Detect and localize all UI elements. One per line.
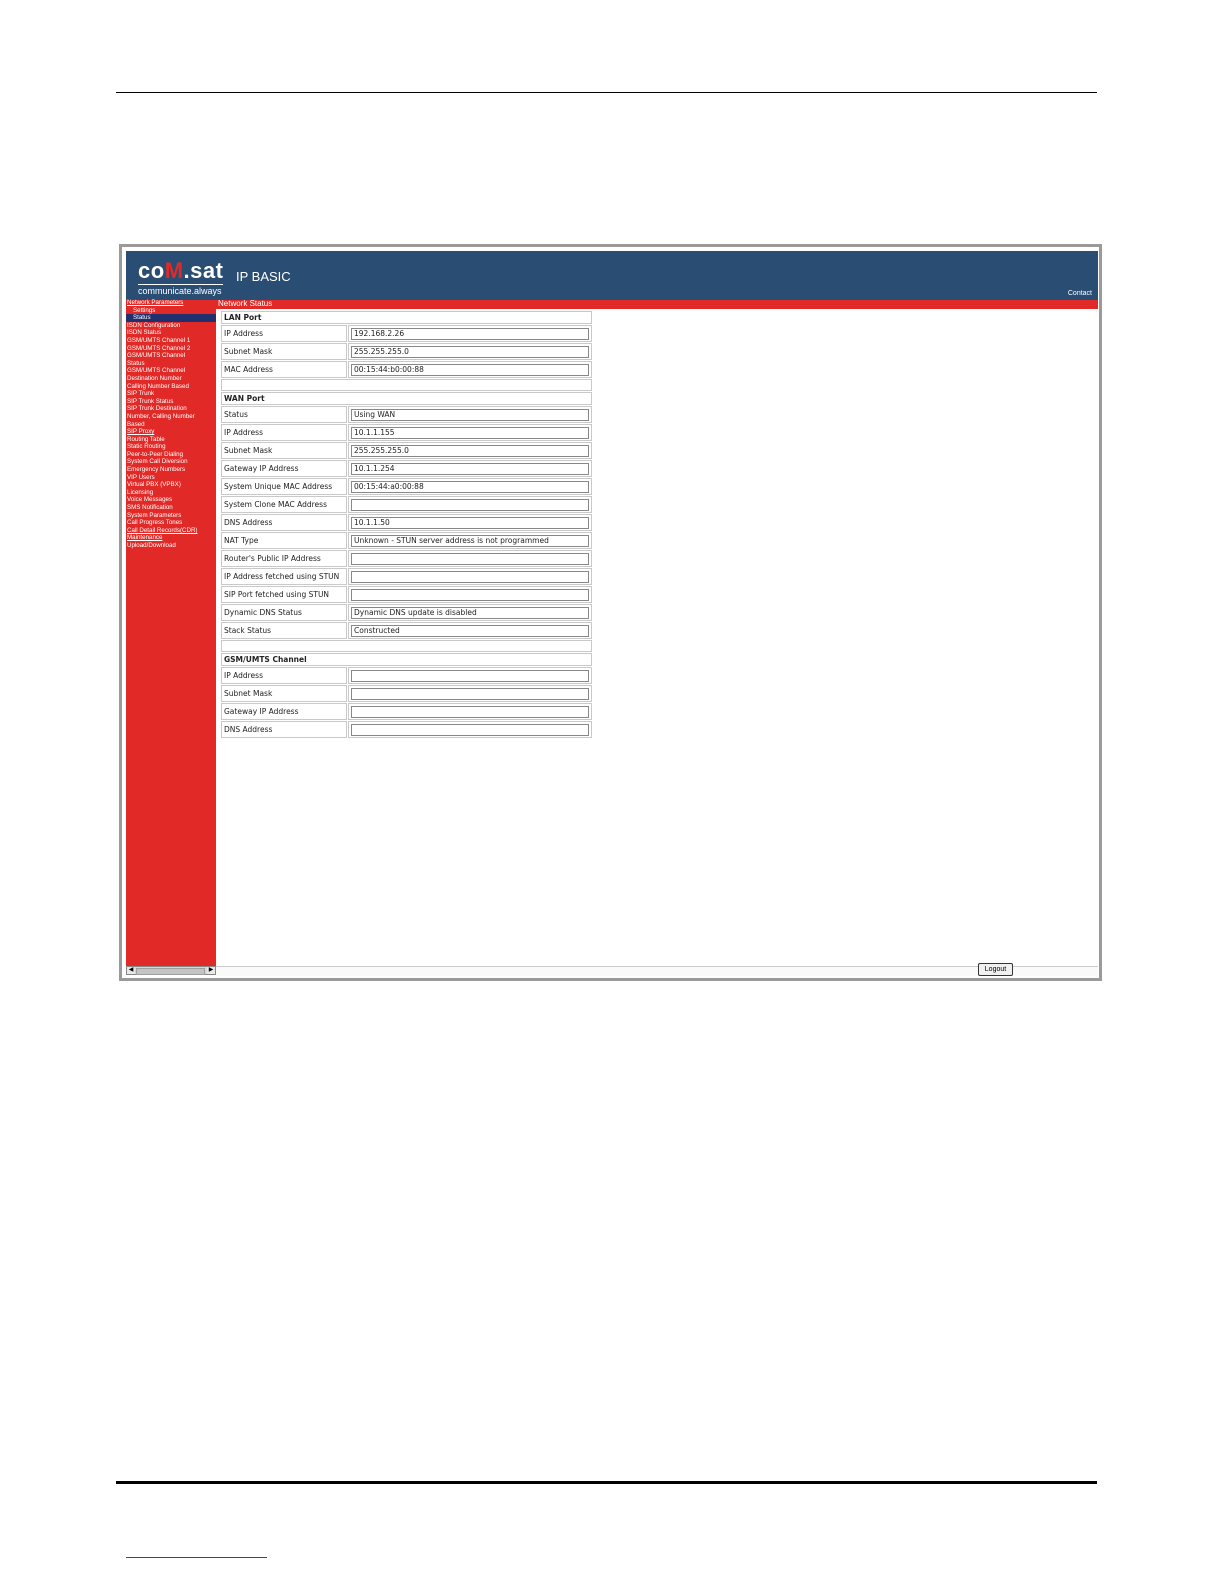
field-label: System Unique MAC Address <box>221 478 347 495</box>
field-value-cell <box>348 667 592 684</box>
table-row <box>221 325 592 342</box>
field-value-cell <box>348 478 592 495</box>
sidebar-item[interactable]: Virtual PBX (VPBX) <box>127 481 181 489</box>
main-content <box>218 309 1098 966</box>
table-row <box>221 550 592 567</box>
field-label: IP Address <box>221 424 347 441</box>
network-status-table <box>220 310 593 739</box>
sidebar-item[interactable]: Call Progress Tones <box>127 519 183 527</box>
product-title: IP BASIC <box>236 269 291 284</box>
field-value[interactable]: Constructed <box>351 625 589 637</box>
sidebar-item[interactable]: GSM/UMTS Channel 1 <box>127 336 191 344</box>
field-value-cell <box>348 361 592 378</box>
field-value[interactable]: 00:15:44:b0:00:88 <box>351 364 589 376</box>
scroll-thumb[interactable] <box>136 968 205 975</box>
section-title: WAN Port <box>221 392 592 405</box>
sidebar-item[interactable]: Calling Number Based <box>127 382 189 390</box>
field-value[interactable]: Using WAN <box>351 409 589 421</box>
field-value-cell <box>348 496 592 513</box>
section-header-row <box>221 311 592 324</box>
sidebar-item[interactable]: ISDN Status <box>127 329 162 337</box>
sidebar-item[interactable]: SIP Proxy <box>127 428 155 436</box>
sidebar-item[interactable]: Maintenance <box>127 534 163 542</box>
document-header-rule <box>116 92 1097 93</box>
table-row <box>221 667 592 684</box>
sidebar-item[interactable]: Status <box>127 359 145 367</box>
field-value[interactable] <box>351 724 589 736</box>
table-row <box>221 460 592 477</box>
field-label: DNS Address <box>221 514 347 531</box>
section-title: GSM/UMTS Channel <box>221 653 592 666</box>
field-value[interactable]: 10.1.1.50 <box>351 517 589 529</box>
table-row <box>221 721 592 738</box>
field-label: Dynamic DNS Status <box>221 604 347 621</box>
field-value[interactable] <box>351 670 589 682</box>
field-label: Subnet Mask <box>221 442 347 459</box>
sidebar-item[interactable]: SIP Trunk Status <box>127 397 174 405</box>
field-value-cell <box>348 514 592 531</box>
spacer-row <box>221 379 592 391</box>
sidebar-item[interactable]: Peer-to-Peer Dialing <box>127 450 184 458</box>
field-value-cell <box>348 550 592 567</box>
field-value-cell <box>348 424 592 441</box>
sidebar-item[interactable]: SIP Trunk Destination <box>127 405 187 413</box>
field-label: Status <box>221 406 347 423</box>
sidebar-item[interactable]: Network Parameters <box>127 299 184 306</box>
field-value-cell <box>348 532 592 549</box>
field-value-cell <box>348 343 592 360</box>
sidebar-item[interactable]: Destination Number <box>127 374 182 382</box>
table-row <box>221 586 592 603</box>
field-value[interactable]: 255.255.255.0 <box>351 346 589 358</box>
sidebar-item[interactable]: GSM/UMTS Channel <box>127 367 186 375</box>
section-title: LAN Port <box>221 311 592 324</box>
logo-text-pre: co <box>138 258 165 283</box>
field-value-cell <box>348 685 592 702</box>
field-label: Subnet Mask <box>221 685 347 702</box>
field-label: Gateway IP Address <box>221 703 347 720</box>
field-label: IP Address <box>221 325 347 342</box>
logo-tagline: communicate.always <box>138 286 222 296</box>
sidebar-item[interactable]: ISDN Configuration <box>127 321 181 329</box>
sidebar-item[interactable]: VIP Users <box>127 473 155 481</box>
field-value-cell <box>348 460 592 477</box>
field-value[interactable] <box>351 571 589 583</box>
sidebar <box>126 299 216 966</box>
sidebar-item[interactable]: Call Detail Records(CDR) <box>127 526 198 534</box>
document-footer-link <box>126 1557 267 1558</box>
document-footer-rule <box>116 1481 1097 1484</box>
sidebar-item[interactable]: Routing Table <box>127 435 165 443</box>
sidebar-item[interactable]: Based <box>127 420 145 428</box>
field-value[interactable]: Dynamic DNS update is disabled <box>351 607 589 619</box>
spacer-cell <box>221 379 592 391</box>
table-row <box>221 478 592 495</box>
table-row <box>221 568 592 585</box>
field-label: IP Address fetched using STUN <box>221 568 347 585</box>
sidebar-item[interactable]: Settings <box>133 306 156 314</box>
field-label: Router's Public IP Address <box>221 550 347 567</box>
table-row <box>221 496 592 513</box>
logo-text-post: .sat <box>183 258 224 283</box>
field-label: System Clone MAC Address <box>221 496 347 513</box>
table-row <box>221 514 592 531</box>
field-label: SIP Port fetched using STUN <box>221 586 347 603</box>
field-value-cell <box>348 703 592 720</box>
sidebar-nav <box>126 299 216 550</box>
page-title: Network Status <box>218 299 273 308</box>
field-label: Subnet Mask <box>221 343 347 360</box>
table-row <box>221 406 592 423</box>
scroll-left-icon[interactable]: ◀ <box>128 967 134 973</box>
field-label: DNS Address <box>221 721 347 738</box>
sidebar-item[interactable]: System Parameters <box>127 511 182 519</box>
table-row <box>221 361 592 378</box>
field-value[interactable]: Unknown - STUN server address is not programmed <box>351 535 589 547</box>
field-value-cell <box>348 586 592 603</box>
field-value[interactable]: 255.255.255.0 <box>351 445 589 457</box>
field-value[interactable] <box>351 553 589 565</box>
field-label: IP Address <box>221 667 347 684</box>
field-value[interactable]: 10.1.1.254 <box>351 463 589 475</box>
sidebar-item[interactable]: Emergency Numbers <box>127 466 186 474</box>
table-row <box>221 424 592 441</box>
sidebar-item[interactable]: Upload/Download <box>127 542 176 549</box>
field-value[interactable] <box>351 589 589 601</box>
field-value[interactable]: 10.1.1.155 <box>351 427 589 439</box>
table-row <box>221 343 592 360</box>
table-row <box>221 604 592 621</box>
field-value-cell <box>348 604 592 621</box>
field-value-cell <box>348 442 592 459</box>
field-label: Gateway IP Address <box>221 460 347 477</box>
sidebar-item[interactable]: Number, Calling Number <box>127 412 195 420</box>
section-header-row <box>221 392 592 405</box>
table-row <box>221 442 592 459</box>
sidebar-item[interactable]: GSM/UMTS Channel 2 <box>127 344 191 352</box>
horizontal-scrollbar[interactable] <box>126 966 216 975</box>
sidebar-item[interactable]: GSM/UMTS Channel <box>127 352 186 360</box>
field-value-cell <box>348 721 592 738</box>
field-value-cell <box>348 325 592 342</box>
field-value-cell <box>348 622 592 639</box>
field-label: Stack Status <box>221 622 347 639</box>
logout-button[interactable]: Logout <box>978 963 1013 976</box>
sidebar-item[interactable]: Static Routing <box>127 443 166 451</box>
contact-link[interactable]: Contact <box>1067 290 1092 297</box>
table-row <box>221 685 592 702</box>
field-value[interactable]: 192.168.2.26 <box>351 328 589 340</box>
scroll-right-icon[interactable]: ▶ <box>208 967 214 973</box>
field-value-cell <box>348 568 592 585</box>
comsat-logo <box>138 259 223 297</box>
sidebar-item[interactable]: System Call Diversion <box>127 458 188 466</box>
sidebar-item[interactable]: SIP Trunk <box>127 390 155 398</box>
sidebar-item[interactable]: Voice Messages <box>127 496 173 504</box>
section-header-row <box>221 653 592 666</box>
field-label: MAC Address <box>221 361 347 378</box>
sidebar-item[interactable]: SMS Notification <box>127 504 173 512</box>
footer-bar <box>216 966 1098 976</box>
field-value[interactable] <box>351 499 589 511</box>
table-row <box>221 622 592 639</box>
field-value[interactable] <box>351 688 589 700</box>
field-value[interactable] <box>351 706 589 718</box>
spacer-cell <box>221 640 592 652</box>
field-label: NAT Type <box>221 532 347 549</box>
logo-text-m: M <box>164 258 184 283</box>
field-value-cell <box>348 406 592 423</box>
sidebar-item[interactable]: Licensing <box>127 488 154 496</box>
spacer-row <box>221 640 592 652</box>
sidebar-item[interactable]: Status <box>126 314 216 322</box>
field-value[interactable]: 00:15:44:a0:00:88 <box>351 481 589 493</box>
browser-screenshot <box>119 244 1102 981</box>
app-header <box>126 251 1098 300</box>
table-row <box>221 532 592 549</box>
table-row <box>221 703 592 720</box>
